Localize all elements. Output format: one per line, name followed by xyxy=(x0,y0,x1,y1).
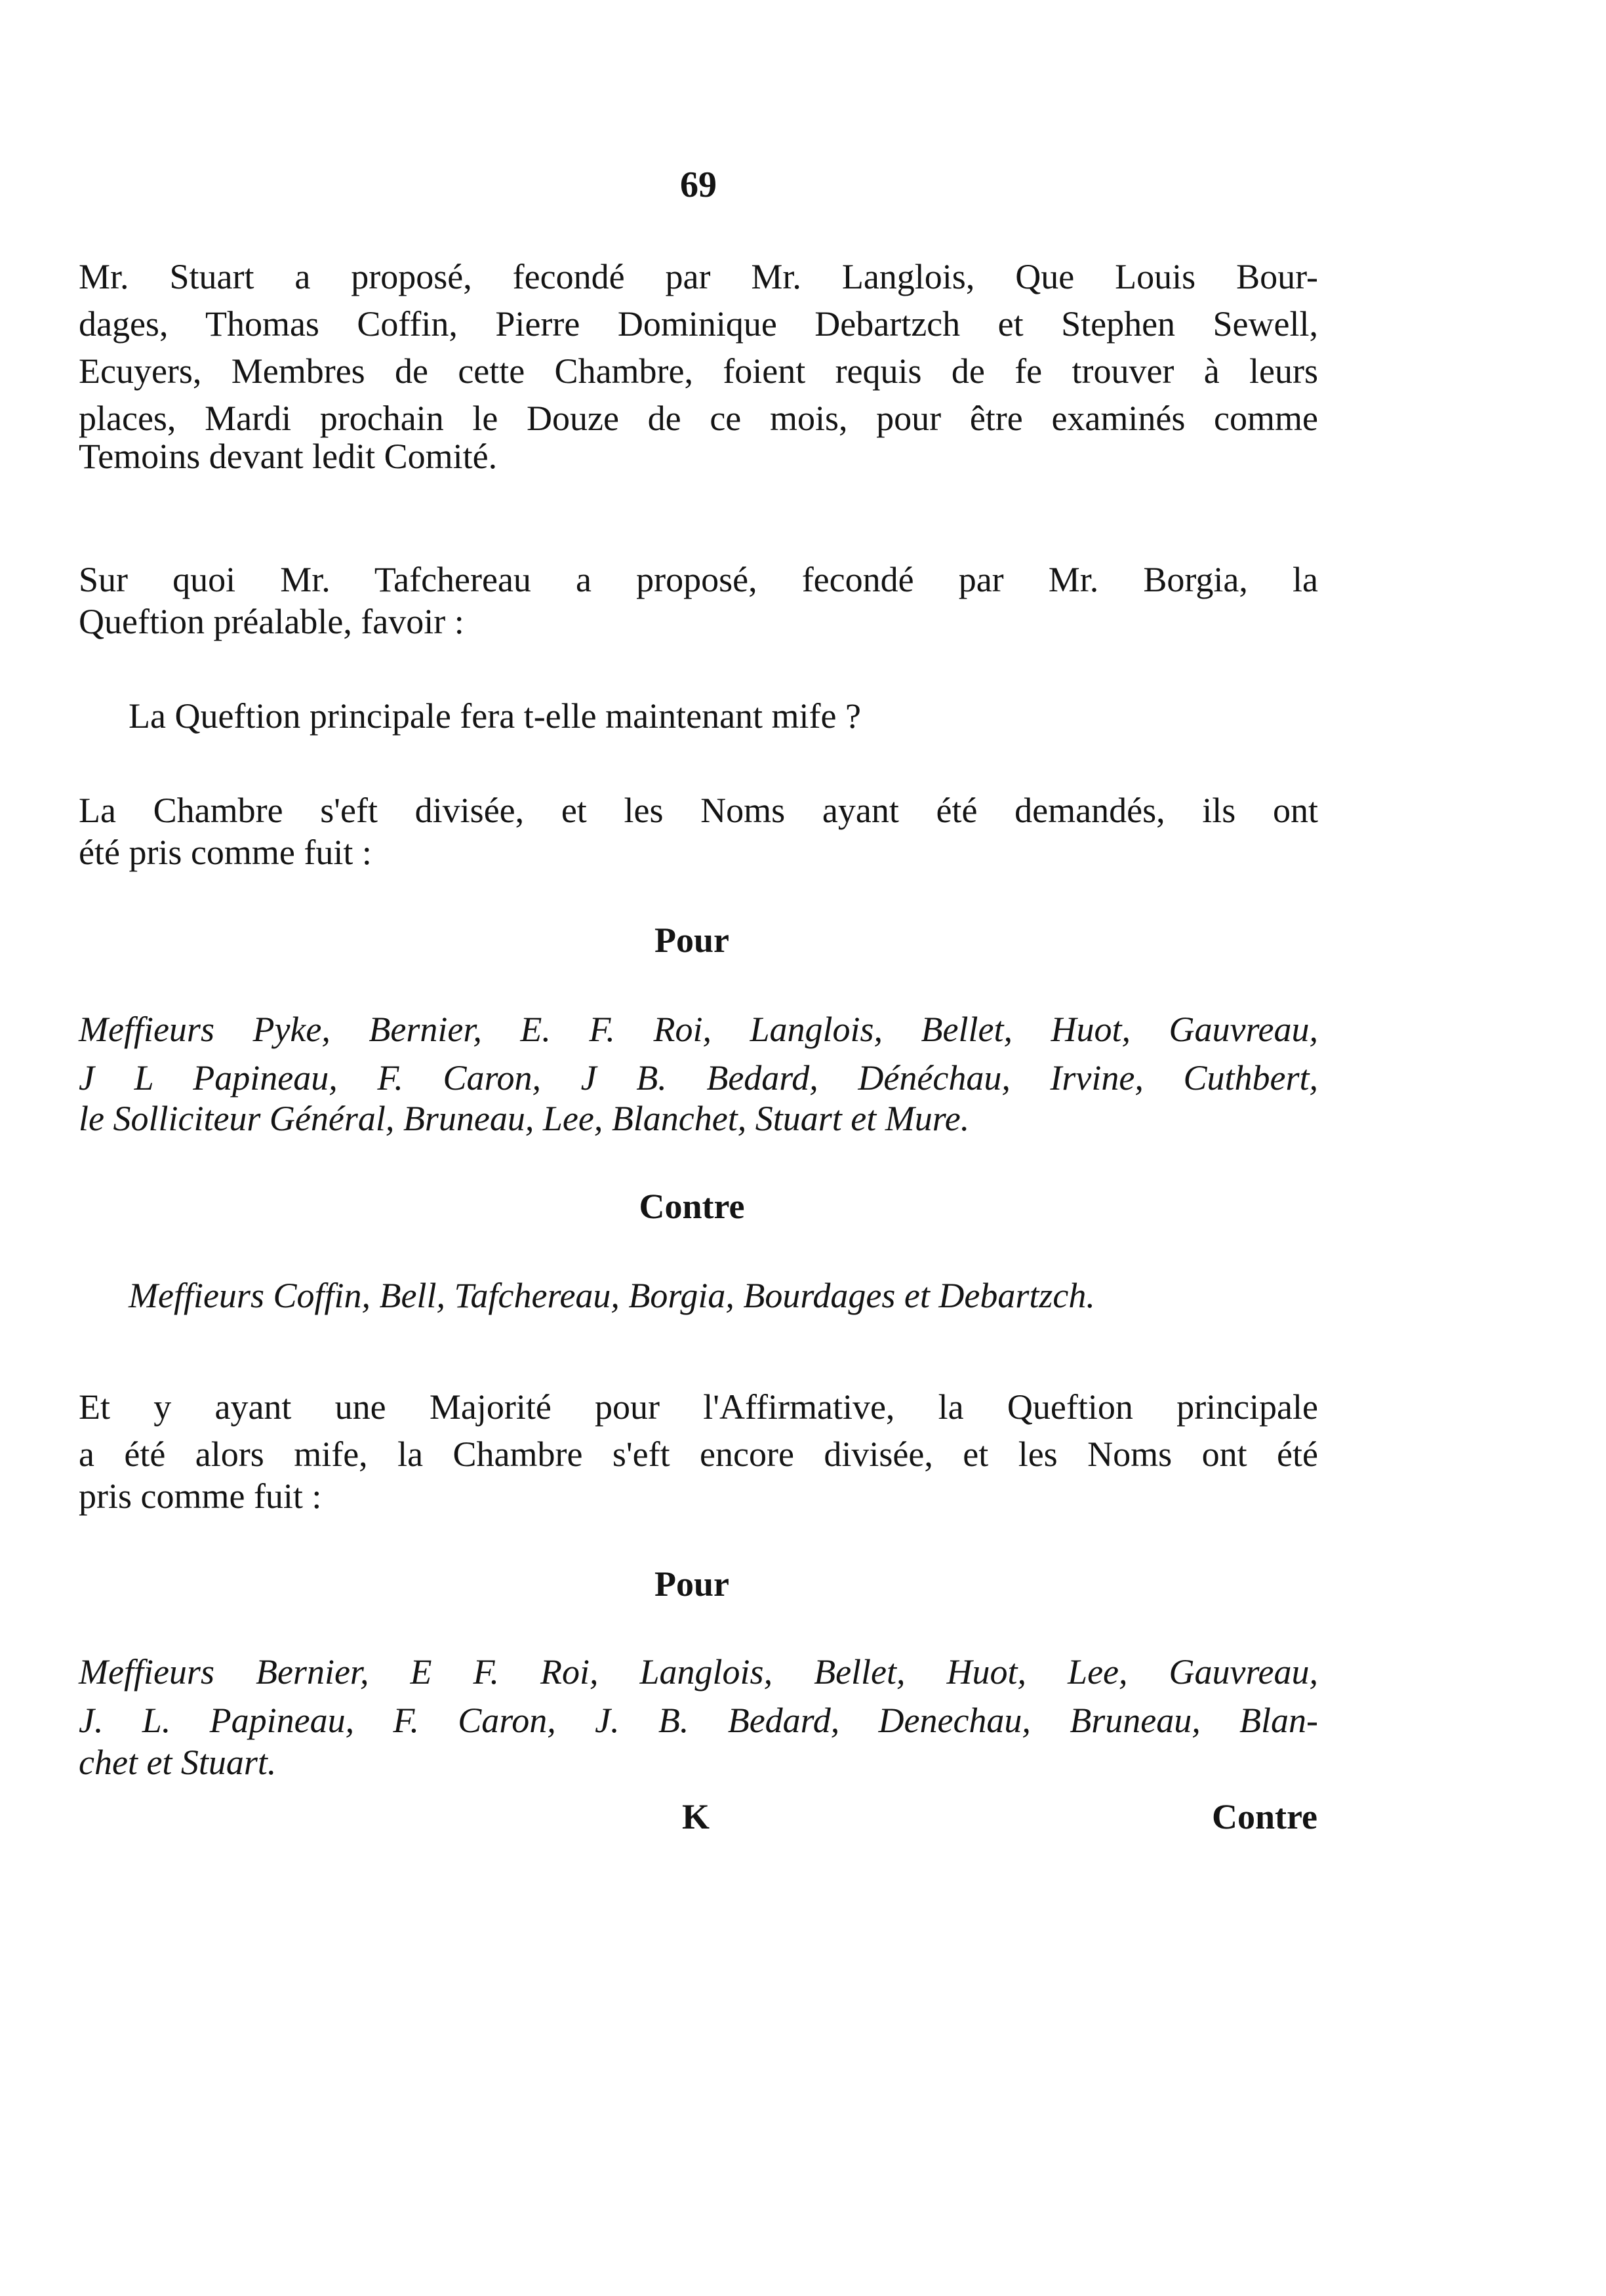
paragraph4-line1: Et y ayant une Majorité pour l'Affirmative, la Queftion principale xyxy=(79,1387,1318,1427)
pour2-line1: Meffieurs Bernier, E F. Roi, Langlois, Bellet, Huot, Lee, Gauvreau, xyxy=(79,1652,1318,1692)
paragraph1-line2: dages, Thomas Coffin, Pierre Dominique Debartzch et Stephen Sewell, xyxy=(79,304,1318,344)
paragraph4-line2: a été alors mife, la Chambre s'eft encore divisée, et les Noms ont été xyxy=(79,1435,1318,1474)
paragraph1-line3: Ecuyers, Membres de cette Chambre, foient requis de fe trouver à leurs xyxy=(79,351,1318,391)
signature-mark: K xyxy=(682,1797,710,1836)
paragraph1-line4: places, Mardi prochain le Douze de ce mois, pour être examinés comme xyxy=(79,399,1318,438)
paragraph1-line1: Mr. Stuart a proposé, fecondé par Mr. Langlois, Que Louis Bour- xyxy=(79,257,1318,296)
paragraph3-line1: La Chambre s'eft divisée, et les Noms ayant été demandés, ils ont xyxy=(79,791,1318,830)
pour-heading-1: Pour xyxy=(654,920,729,960)
contre1-line: Meffieurs Coffin, Bell, Tafchereau, Borgia, Bourdages et Debartzch. xyxy=(129,1276,1095,1315)
paragraph2-line1: Sur quoi Mr. Tafchereau a proposé, fecondé par Mr. Borgia, la xyxy=(79,560,1318,599)
pour1-line2: J L Papineau, F. Caron, J B. Bedard, Dénéchau, Irvine, Cuthbert, xyxy=(79,1058,1318,1098)
pour1-line3: le Solliciteur Général, Bruneau, Lee, Blanchet, Stuart et Mure. xyxy=(79,1099,970,1138)
pour1-line1: Meffieurs Pyke, Bernier, E. F. Roi, Langlois, Bellet, Huot, Gauvreau, xyxy=(79,1010,1318,1049)
contre-heading-1: Contre xyxy=(639,1187,745,1226)
question-line: La Queftion principale fera t-elle maintenant mife ? xyxy=(129,696,861,736)
catchword: Contre xyxy=(1212,1797,1317,1836)
pour2-line2: J. L. Papineau, F. Caron, J. B. Bedard, Denechau, Bruneau, Blan- xyxy=(79,1701,1318,1740)
paragraph3-line2: été pris comme fuit : xyxy=(79,833,372,872)
pour-heading-2: Pour xyxy=(654,1564,729,1604)
pour2-line3: chet et Stuart. xyxy=(79,1743,277,1782)
page-number: 69 xyxy=(680,165,717,205)
paragraph1-line5: Temoins devant ledit Comité. xyxy=(79,437,498,476)
paragraph4-line3: pris comme fuit : xyxy=(79,1476,322,1516)
paragraph2-line2: Queftion préalable, favoir : xyxy=(79,602,464,641)
